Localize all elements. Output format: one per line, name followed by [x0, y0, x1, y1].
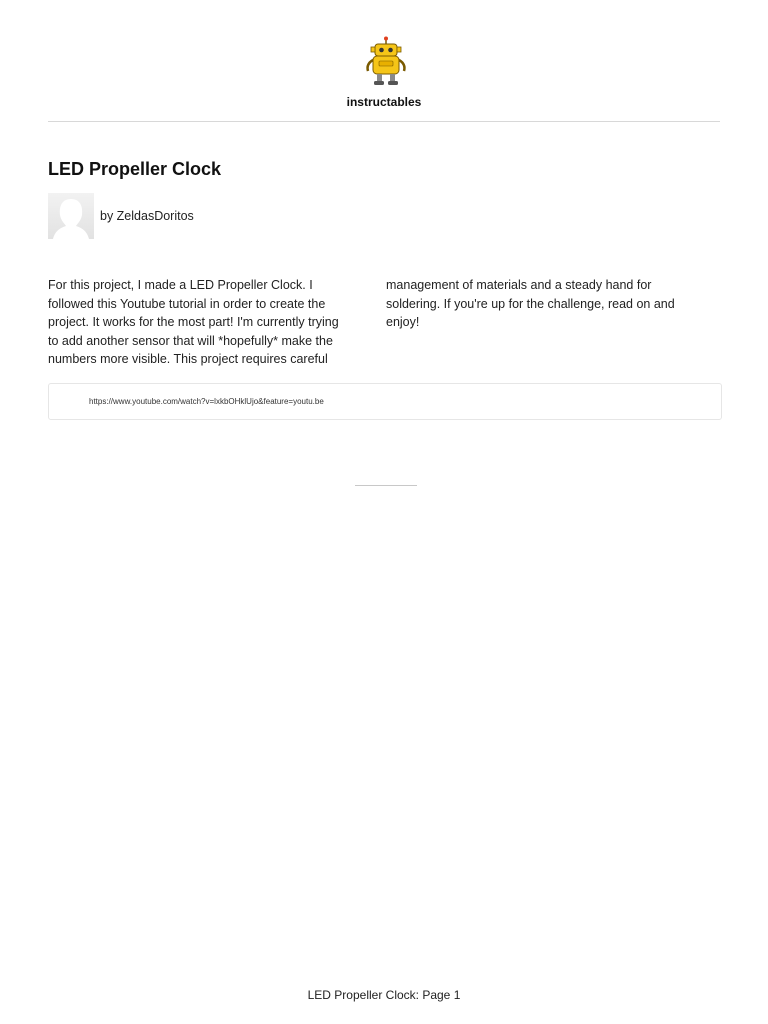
- intro-line: For this project, I made a LED Propeller Clock. I: [48, 278, 313, 292]
- intro-line: to add another sensor that will *hopefully* make the: [48, 333, 333, 348]
- intro-line: enjoy!: [386, 315, 420, 330]
- embedded-video-box: [48, 383, 722, 420]
- author-byline[interactable]: by ZeldasDoritos: [100, 209, 194, 223]
- intro-line: followed this Youtube tutorial in order to create the: [48, 296, 326, 311]
- page-footer: LED Propeller Clock: Page 1: [307, 988, 461, 1002]
- section-divider: [355, 485, 417, 486]
- intro-column-left: [48, 276, 366, 369]
- instructables-robot-logo-icon[interactable]: [362, 36, 410, 88]
- brand-name[interactable]: instructables: [346, 95, 422, 109]
- video-url-link[interactable]: https://www.youtube.com/watch?v=lxkbOHklUjo&feature=youtu.be: [89, 397, 324, 406]
- page-title: LED Propeller Clock: [48, 159, 222, 179]
- intro-column-right: [386, 276, 720, 332]
- header-divider: [48, 121, 720, 122]
- intro-line: numbers more visible. This project requires careful: [48, 352, 328, 367]
- author-avatar-icon[interactable]: [48, 193, 94, 239]
- intro-line: soldering. If you're up for the challenge, read on and: [386, 296, 675, 311]
- intro-line: project. It works for the most part! I'm currently trying: [48, 315, 339, 330]
- intro-line: management of materials and a steady hand for: [386, 278, 652, 292]
- page-header: [0, 0, 768, 122]
